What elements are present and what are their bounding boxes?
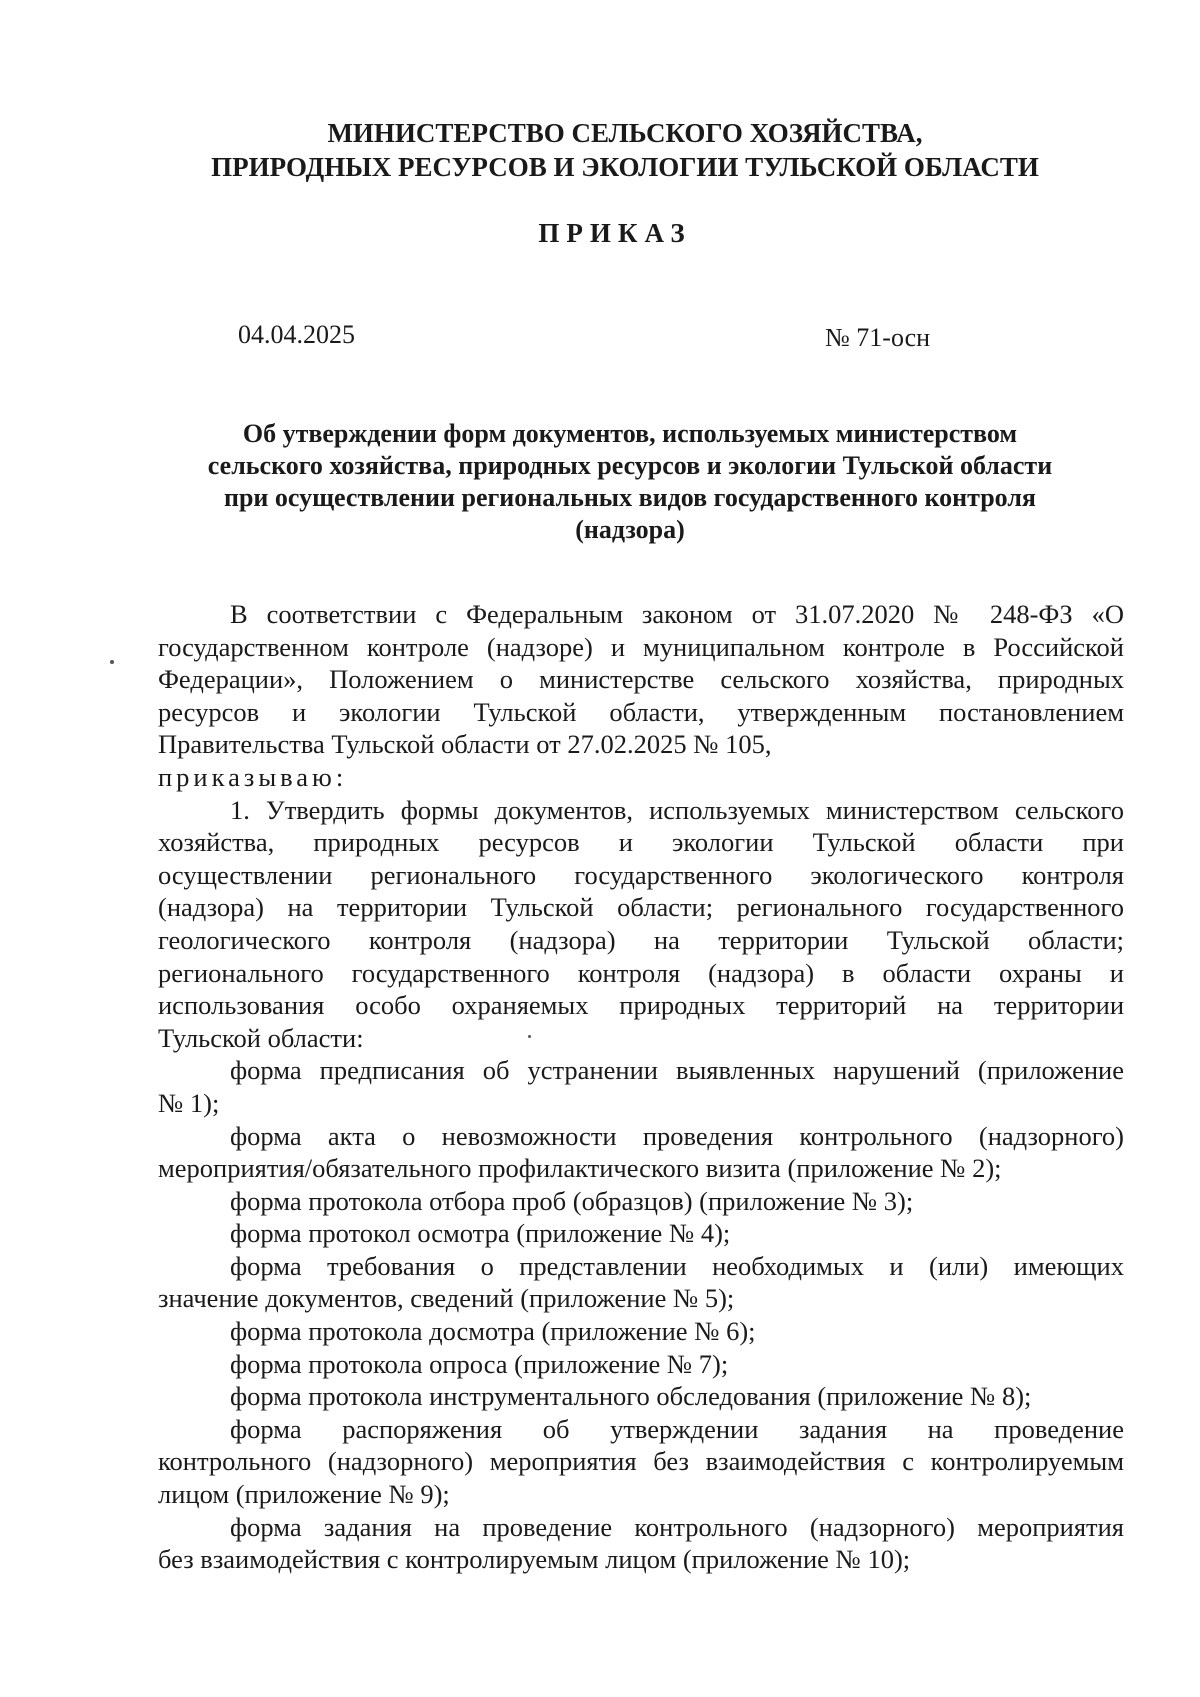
- form-item-line: № 1);: [158, 1087, 220, 1118]
- order-word: приказываю:: [158, 761, 348, 792]
- ministry-header-line1: МИНИСТЕРСТВО СЕЛЬСКОГО ХОЗЯЙСТВА,: [327, 118, 923, 148]
- subject-line: (надзора): [575, 515, 685, 544]
- item1-line: Тульской области:: [158, 1022, 364, 1053]
- form-item-line: контрольного (надзорного) мероприятия без взаимодействия с контролируемым: [158, 1446, 1124, 1477]
- preamble-line: В соответствии с Федеральным законом от 31.07.2020 № 248-ФЗ «О: [230, 599, 1124, 629]
- item1-line: хозяйства, природных ресурсов и экологии Тульской области при: [158, 827, 1124, 858]
- subject-line: сельского хозяйства, природных ресурсов и экологии Тульской области: [207, 451, 1053, 480]
- item1-line: геологического контроля (надзора) на территории Тульской области;: [158, 924, 1124, 955]
- form-item-line: форма задания на проведение контрольного (надзорного) мероприятия: [230, 1511, 1124, 1542]
- form-item-line: форма требования о представлении необходимых и (или) имеющих: [230, 1250, 1124, 1281]
- item1-line: регионального государственного контроля (надзора) в области охраны и: [158, 957, 1124, 988]
- preamble-line: Правительства Тульской области от 27.02.2025 № 105,: [158, 729, 772, 760]
- item1-line: использования особо охраняемых природных территорий на территории: [158, 990, 1124, 1021]
- subject-line: Об утверждении форм документов, используемых министерством: [242, 419, 1018, 448]
- item1-line: (надзора) на территории Тульской области; регионального государственного: [158, 892, 1124, 923]
- preamble-line: Федерации», Положением о министерстве сельского хозяйства, природных: [158, 664, 1124, 695]
- document-body: [158, 598, 1124, 1576]
- ministry-header-line2: ПРИРОДНЫХ РЕСУРСОВ И ЭКОЛОГИИ ТУЛЬСКОЙ ОБЛАСТИ: [211, 152, 1039, 182]
- item1-line: 1. Утвердить формы документов, используемых министерством сельского: [230, 794, 1124, 825]
- form-item-line: форма предписания об устранении выявленных нарушений (приложение: [230, 1055, 1124, 1086]
- ministry-header: [0, 116, 1200, 184]
- form-item-line: без взаимодействия с контролируемым лицом (приложение № 10);: [158, 1544, 911, 1575]
- form-item-line: форма распоряжения об утверждении задания на проведение: [230, 1413, 1124, 1444]
- form-item-line: форма протокол осмотра (приложение № 4);: [230, 1218, 731, 1249]
- subject-line: при осуществлении региональных видов государственного контроля: [223, 483, 1036, 512]
- form-item-line: форма протокола инструментального обследования (приложение № 8);: [230, 1381, 1032, 1412]
- order-number: № 71-осн: [825, 323, 931, 352]
- form-item-line: форма протокола опроса (приложение № 7);: [230, 1348, 729, 1379]
- scan-speck: [528, 1035, 531, 1038]
- form-item-line: форма протокола отбора проб (образцов) (приложение № 3);: [230, 1185, 914, 1216]
- order-date: 04.04.2025: [238, 320, 355, 349]
- scan-speck: [110, 660, 114, 664]
- form-item-line: форма акта о невозможности проведения контрольного (надзорного): [230, 1120, 1124, 1151]
- form-item-line: значение документов, сведений (приложение № 5);: [158, 1283, 735, 1314]
- form-item-line: форма протокола досмотра (приложение № 6);: [230, 1316, 756, 1347]
- form-item-line: лицом (приложение № 9);: [158, 1479, 450, 1510]
- preamble-line: ресурсов и экологии Тульской области, утвержденным постановлением: [158, 696, 1124, 727]
- order-subject: [160, 418, 1100, 546]
- preamble-line: государственном контроле (надзоре) и муниципальном контроле в Российской: [158, 631, 1124, 662]
- form-item-line: мероприятия/обязательного профилактического визита (приложение № 2);: [158, 1153, 1002, 1184]
- order-title: ПРИКАЗ: [538, 218, 692, 248]
- item1-line: осуществлении регионального государственного экологического контроля: [158, 859, 1124, 890]
